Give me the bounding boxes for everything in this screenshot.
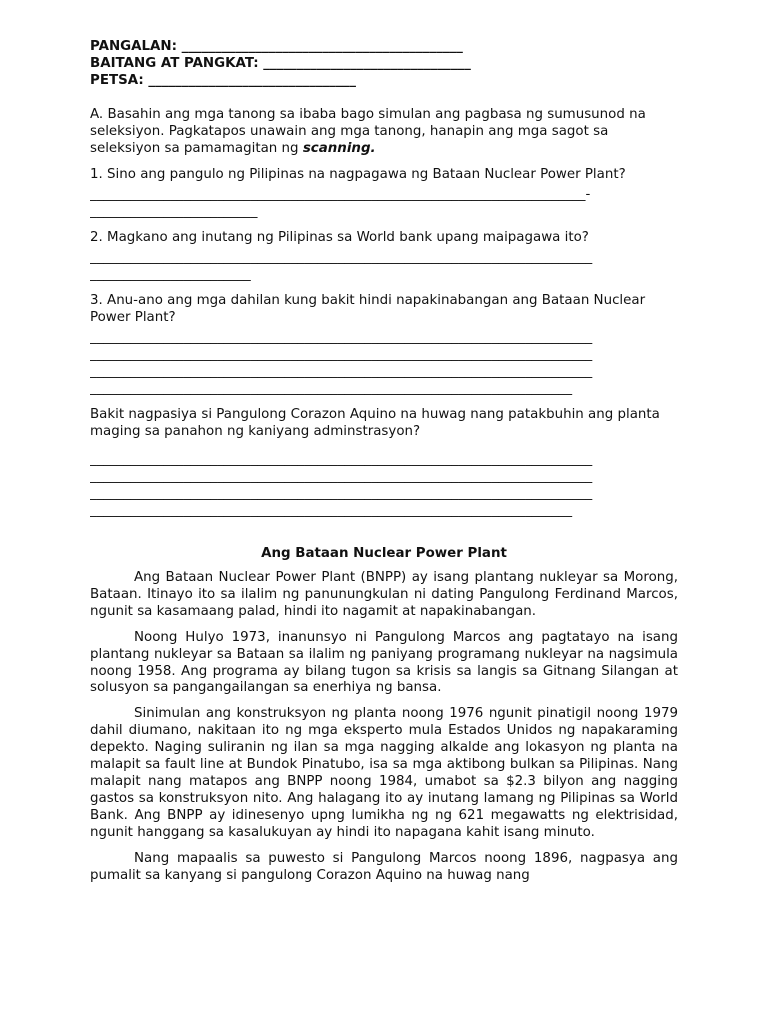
date-label: PETSA: [90,73,144,88]
question-2 [90,229,678,283]
article-paragraph: Noong Hulyo 1973, inanunsyo ni Pangulong Marcos ang pagtatayo na isang plantang nukleyar sa Bataan sa ilalim ng paniyang programang nukleyar na nagsimula noong 1958. Ang programa ay bilang tugon sa krisis sa langis sa Gitnang Silangan at solusyon sa pangangailangan sa enerhiya ng bansa. [90,629,678,696]
answer-line[interactable]: ___________________________________________________________________________ [90,364,593,379]
answer-area[interactable] [90,451,678,519]
date-field[interactable]: _______________________________ [148,73,356,88]
answer-line[interactable]: ___________________________________________________________________________ [90,330,593,345]
student-info-header [90,38,678,89]
answer-line[interactable]: ________________________ [90,267,251,282]
answer-line[interactable]: ___________________________________________________________________________ [90,469,593,484]
grade-section-label: BAITANG AT PANGKAT: [90,56,259,71]
question-text: 1. Sino ang pangulo ng Pilipinas na nagpagawa ng Bataan Nuclear Power Plant? [90,167,626,182]
instructions [90,106,678,157]
article-body [90,570,678,884]
answer-line[interactable]: ___________________________________________________________________________ [90,486,593,501]
question-4 [90,406,678,519]
answer-line[interactable]: _________________________ [90,204,258,219]
answer-line[interactable]: ___________________________________________________________________________ [90,250,593,265]
article [90,545,678,884]
question-text: Bakit nagpasiya si Pangulong Corazon Aquino na huwag nang patakbuhin ang planta maging sa panahon ng kaniyang adminstrasyon? [90,407,660,439]
question-3 [90,292,678,397]
question-text: 3. Anu-ano ang mga dahilan kung bakit hindi napakinabangan ang Bataan Nuclear Power Plant? [90,293,646,325]
article-paragraph: Sinimulan ang konstruksyon ng planta noong 1976 ngunit pinatigil noong 1979 dahil diumano, nakitaan ito ng mga eksperto mula Estados Unidos ng napakaraming depekto. Naging suliranin ng ilan sa mga nagging alkalde ang lokasyon ng planta na malapit sa fault line at Bundok Pinatubo, isa sa mga aktibong bulkan sa Pilipinas. Nang malapit nang matapos ang BNPP noong 1984, umabot sa $2.3 bilyon ang nagging gastos sa konstruksyon nito. Ang halagang ito ay inutang lamang ng Pilipinas sa World Bank. Ang BNPP ay idinesenyo upng lumikha ng ng 621 megawatts ng elektrisidad, ngunit hanggang sa kasalukuyan ay hindi ito napagana kahit isang minuto. [90,706,678,840]
instructions-text: A. Basahin ang mga tanong sa ibaba bago simulan ang pagbasa ng sumusunod na seleksiyon. Pagkatapos unawain ang mga tanong, hanapin ang mga sagot sa seleksiyon sa pamamagitan ng [90,107,646,156]
name-label: PANGALAN: [90,39,177,54]
date-row [90,72,678,89]
article-paragraph: Ang Bataan Nuclear Power Plant (BNPP) ay isang plantang nukleyar sa Morong, Bataan. Itinayo ito sa ilalim ng panunungkulan ni dating Pangulong Ferdinand Marcos, ngunit sa kasamaang palad, hindi ito nagamit at napakinabangan. [90,570,678,619]
name-row [90,38,678,55]
answer-line[interactable]: ________________________________________________________________________ [90,503,573,518]
answer-line[interactable]: __________________________________________________________________________- [90,187,591,202]
instructions-emphasis: scanning. [302,141,376,156]
name-field[interactable]: __________________________________________ [181,39,463,54]
worksheet-page [90,38,678,884]
question-text: 2. Magkano ang inutang ng Pilipinas sa World bank upang maipagawa ito? [90,230,589,245]
answer-line[interactable]: ________________________________________________________________________ [90,381,573,396]
answer-area[interactable] [90,329,678,397]
answer-area[interactable] [90,249,678,283]
answer-line[interactable]: ___________________________________________________________________________ [90,347,593,362]
question-1 [90,166,678,220]
article-title: Ang Bataan Nuclear Power Plant [261,546,507,561]
grade-section-field[interactable]: _______________________________ [263,56,471,71]
answer-area[interactable] [90,186,678,220]
grade-section-row [90,55,678,72]
answer-line[interactable]: ___________________________________________________________________________ [90,452,593,467]
article-paragraph: Nang mapaalis sa puwesto si Pangulong Marcos noong 1896, nagpasya ang pumalit sa kanyang si pangulong Corazon Aquino na huwag nang [90,850,678,883]
